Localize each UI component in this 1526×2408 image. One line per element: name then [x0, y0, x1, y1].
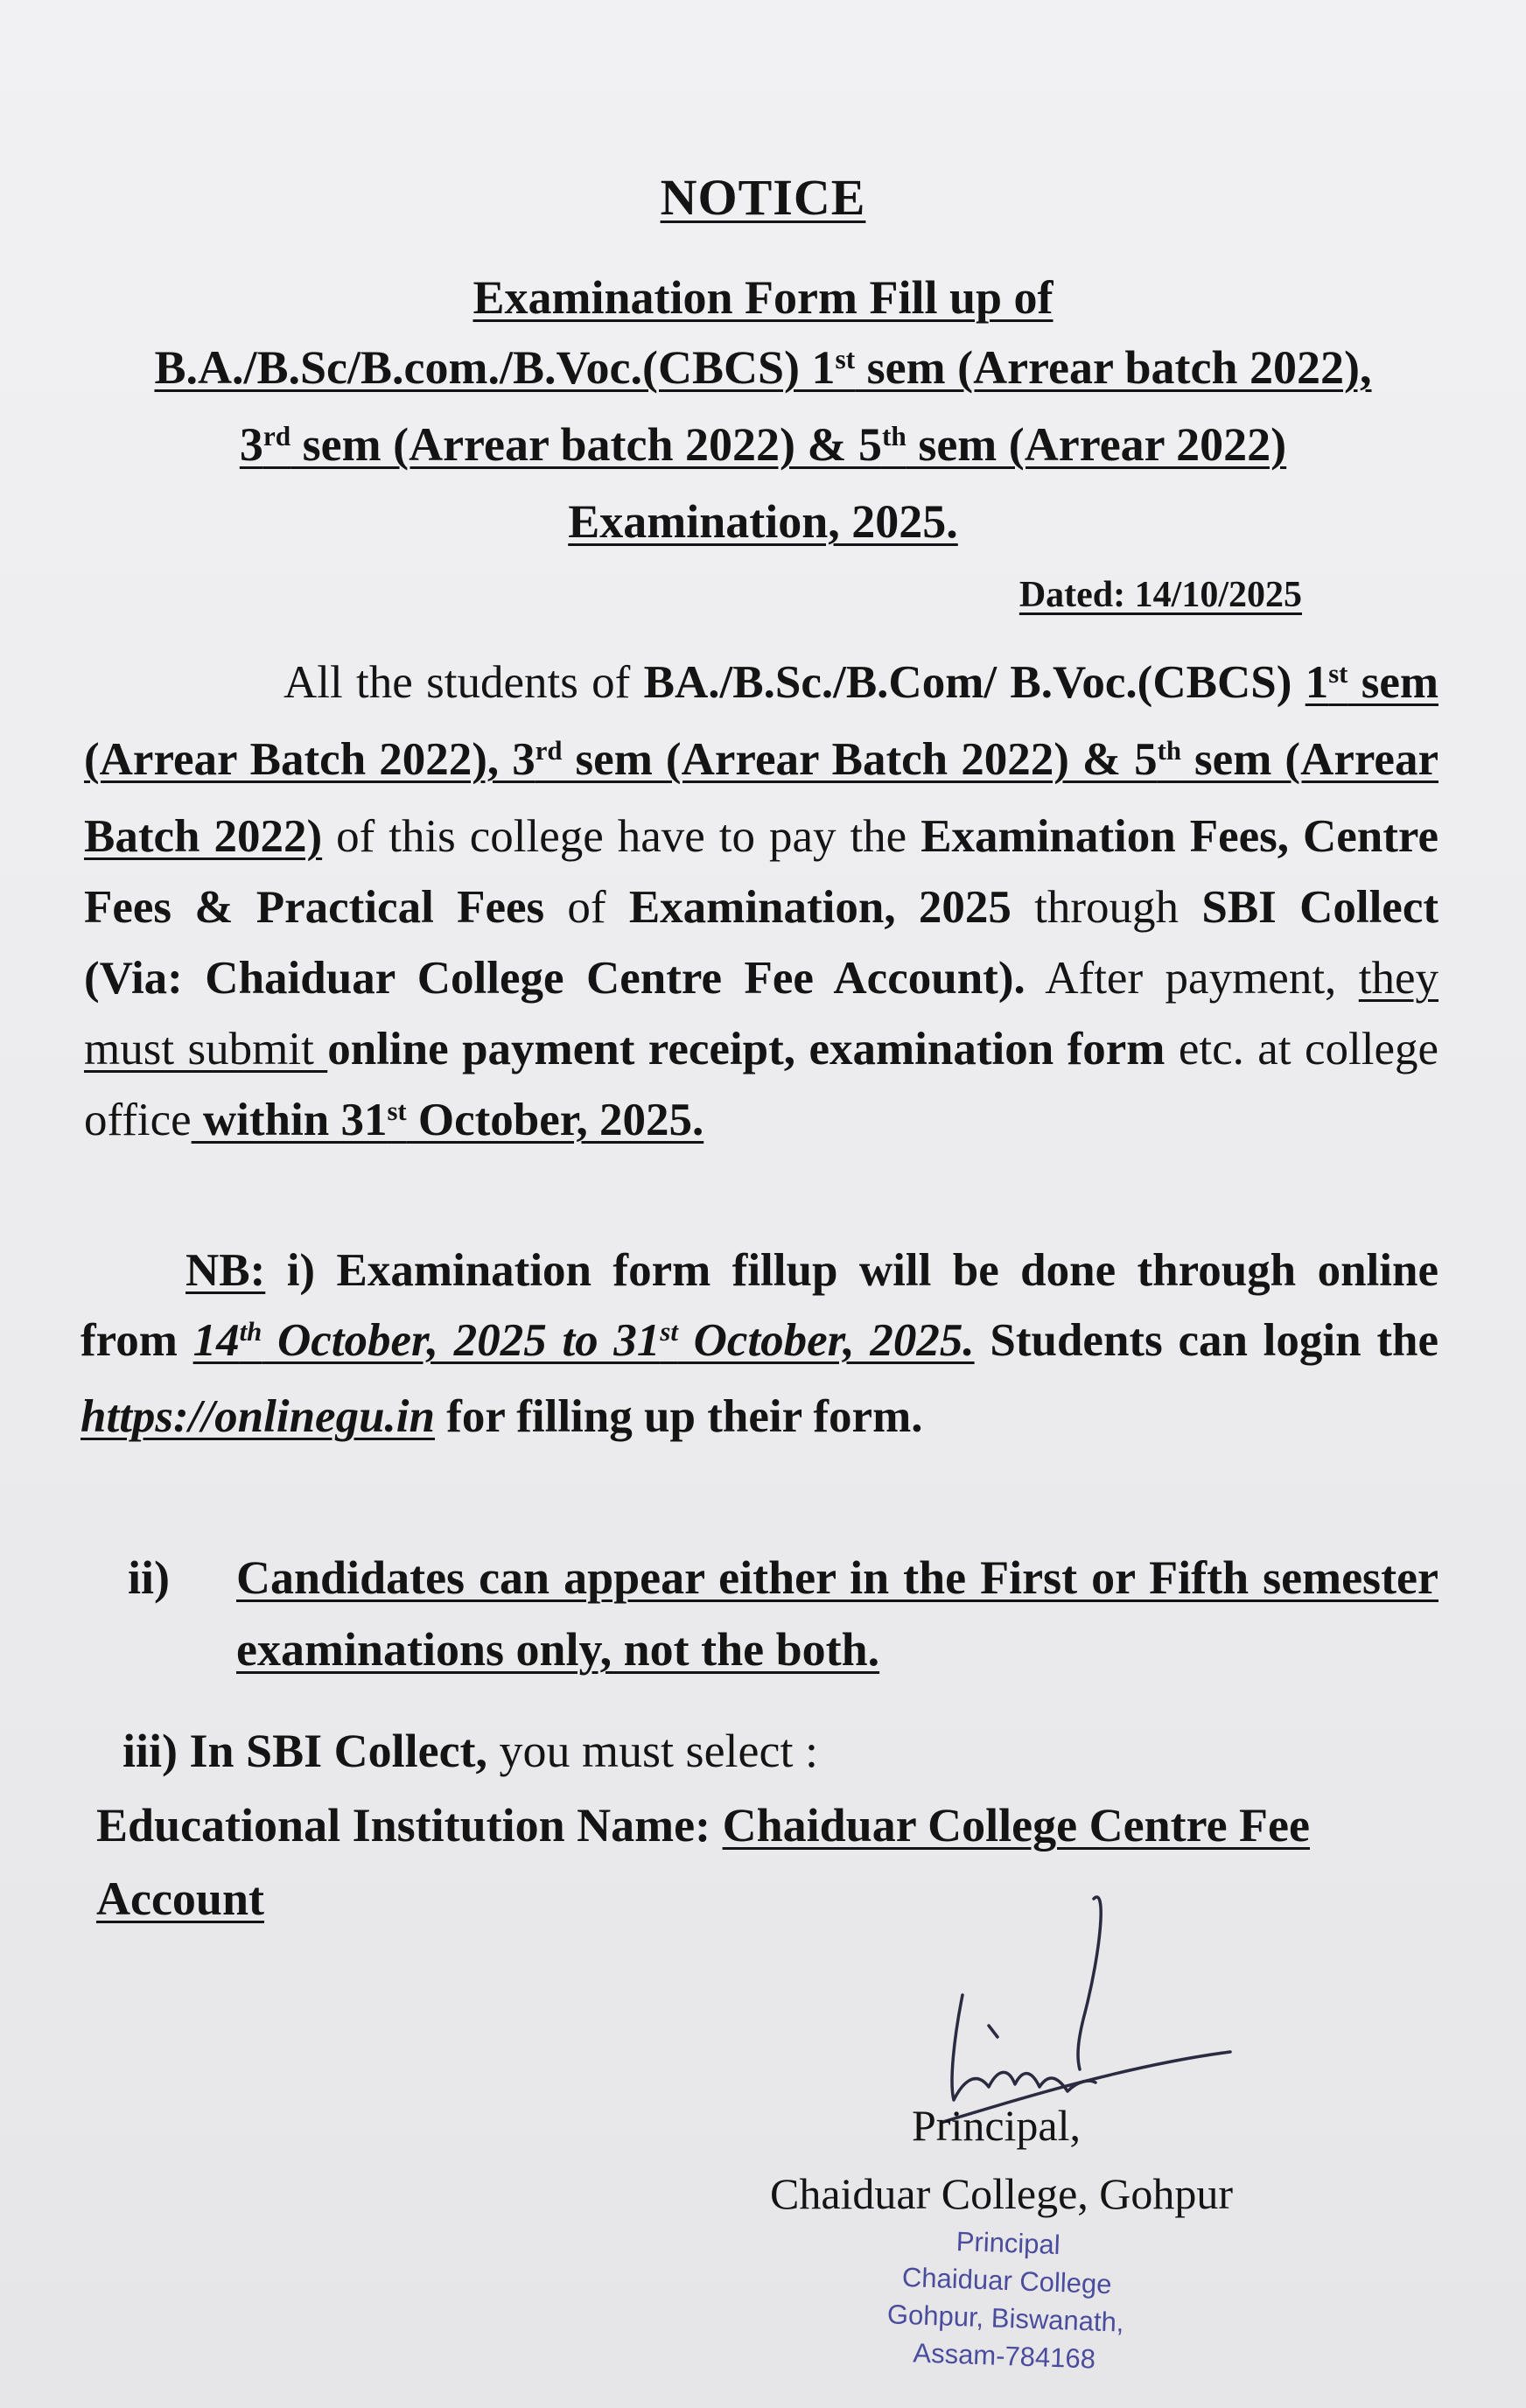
body-paragraph: All the students of BA./B.Sc./B.Com/ B.Voc.(CBCS) 1st sem (Arrear Batch 2022), 3rd sem (Arrear Batch 2022) & 5th sem (Arrear Batch 2022) of this college have to pay the Examination Fees, Centre Fees & Practical Fees of Examination, 2025 through SBI Collect (Via: Chaiduar College Centre Fee Account). After payment, they must submit online payment receipt, examination form etc. at college office within 31st October, 2025.	[84, 657, 1439, 1145]
notice-date: Dated: 14/10/2025	[1018, 575, 1302, 615]
nb-item-ii: ii) Candidates can appear either in the First or Fifth semester examinations only, not the both.	[128, 1551, 1438, 1676]
nb-label: NB:	[186, 1245, 266, 1296]
principal-title: Principal,	[912, 2101, 1082, 2150]
institution-value: Chaiduar College Centre Fee Account	[96, 1799, 1310, 1925]
institution-name: Educational Institution Name: Chaiduar College Centre Fee Account	[96, 1799, 1310, 1925]
nb-item-iii: iii) In SBI Collect, you must select :	[122, 1725, 818, 1777]
deadline-text: within 31st October, 2025.	[191, 1095, 704, 1145]
online-dates: 14th October, 2025 to 31st October, 2025.	[192, 1315, 975, 1366]
signature-block	[770, 2091, 1312, 2228]
subtitle-line1: Examination Form Fill up of	[472, 271, 1054, 324]
nb-paragraph: NB: i) Examination form fillup will be done through online from 14th October, 2025 to 31st October, 2025. Students can login the https://onlinegu.in for filling up their form.	[80, 1245, 1438, 1442]
online-url-link: https://onlinegu.in	[80, 1391, 436, 1442]
principal-stamp: Principal Chaiduar College Gohpur, Biswanath, Assam-784168	[886, 2225, 1125, 2375]
college-name: Chaiduar College, Gohpur	[770, 2169, 1234, 2218]
subtitle-courses: B.A./B.Sc/B.com./B.Voc.(CBCS) 1st sem (Arrear batch 2022), 3rd sem (Arrear batch 2022) & 5th sem (Arrear 2022) Examination, 2025.	[154, 341, 1372, 548]
batches-text: 1st sem (Arrear Batch 2022), 3rd sem (Arrear Batch 2022) & 5th sem (Arrear Batch 2022)	[84, 657, 1439, 862]
notice-subtitle	[140, 262, 1386, 556]
notice-title: NOTICE	[660, 169, 866, 226]
